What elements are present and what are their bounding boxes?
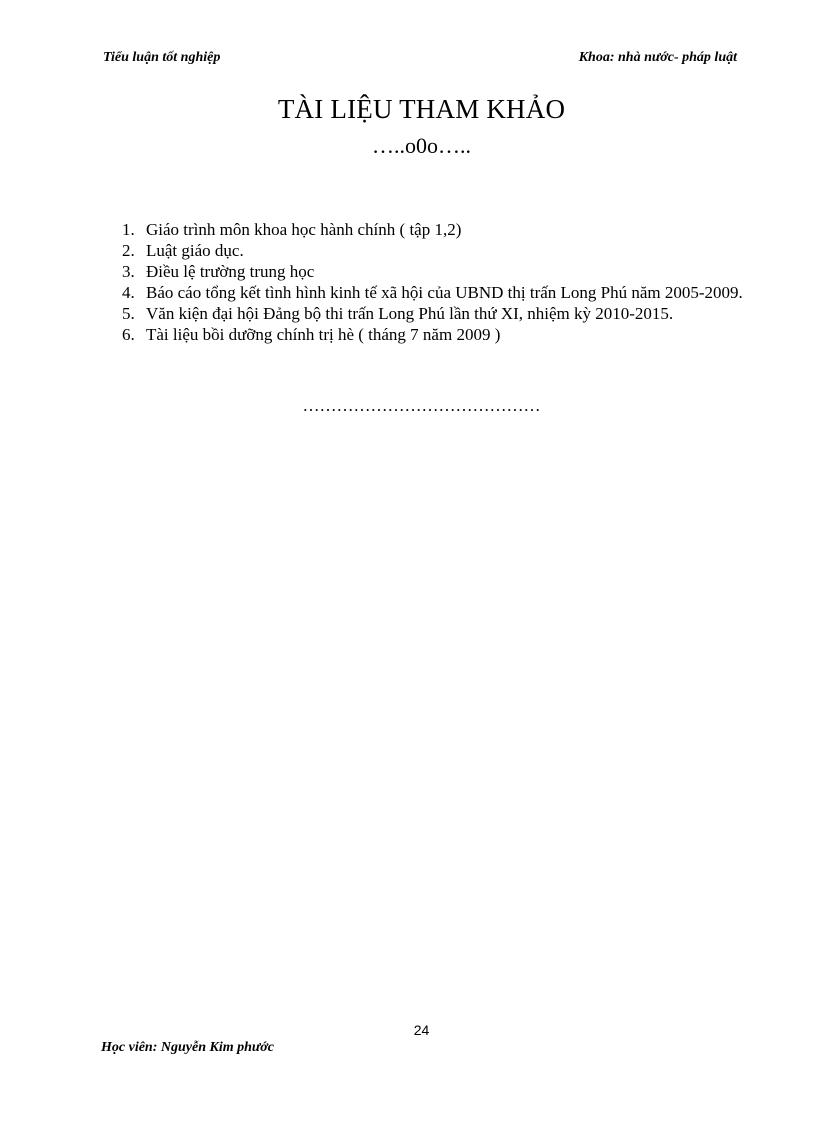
page-title: TÀI LIỆU THAM KHẢO [277,94,566,124]
reference-number: 2. [122,241,135,260]
header-left-text: Tiểu luận tốt nghiệp [103,50,221,65]
reference-text: Điều lệ trường trung học [146,262,315,281]
header-right-text: Khoa: nhà nước- pháp luật [578,50,737,65]
reference-text: Tài liệu bồi dưỡng chính trị hè ( tháng 7 năm 2009 ) [146,325,501,344]
page-number: 24 [413,1022,430,1038]
reference-number: 6. [122,325,135,344]
reference-item [122,240,752,261]
title-ornament: …..o0o….. [372,133,471,158]
reference-item [122,261,752,282]
reference-item [122,282,752,303]
reference-number: 1. [122,220,135,239]
reference-text: Văn kiện đại hội Đảng bộ thi trấn Long Phú lần thứ XI, nhiệm kỳ 2010-2015. [146,304,674,323]
end-marker: …………………………………… [302,396,541,415]
reference-number: 3. [122,262,135,281]
reference-list [122,219,752,345]
reference-number: 4. [122,283,135,302]
reference-text: Giáo trình môn khoa học hành chính ( tập 1,2) [146,220,462,239]
reference-item [122,303,752,324]
reference-text: Báo cáo tổng kết tình hình kinh tế xã hội của UBND thị trấn Long Phú năm 2005-2009. [146,283,743,302]
footer-author: Học viên: Nguyễn Kim phước [101,1040,274,1055]
reference-text: Luật giáo dục. [146,241,244,260]
reference-number: 5. [122,304,135,323]
reference-item [122,324,752,345]
reference-item [122,219,752,240]
